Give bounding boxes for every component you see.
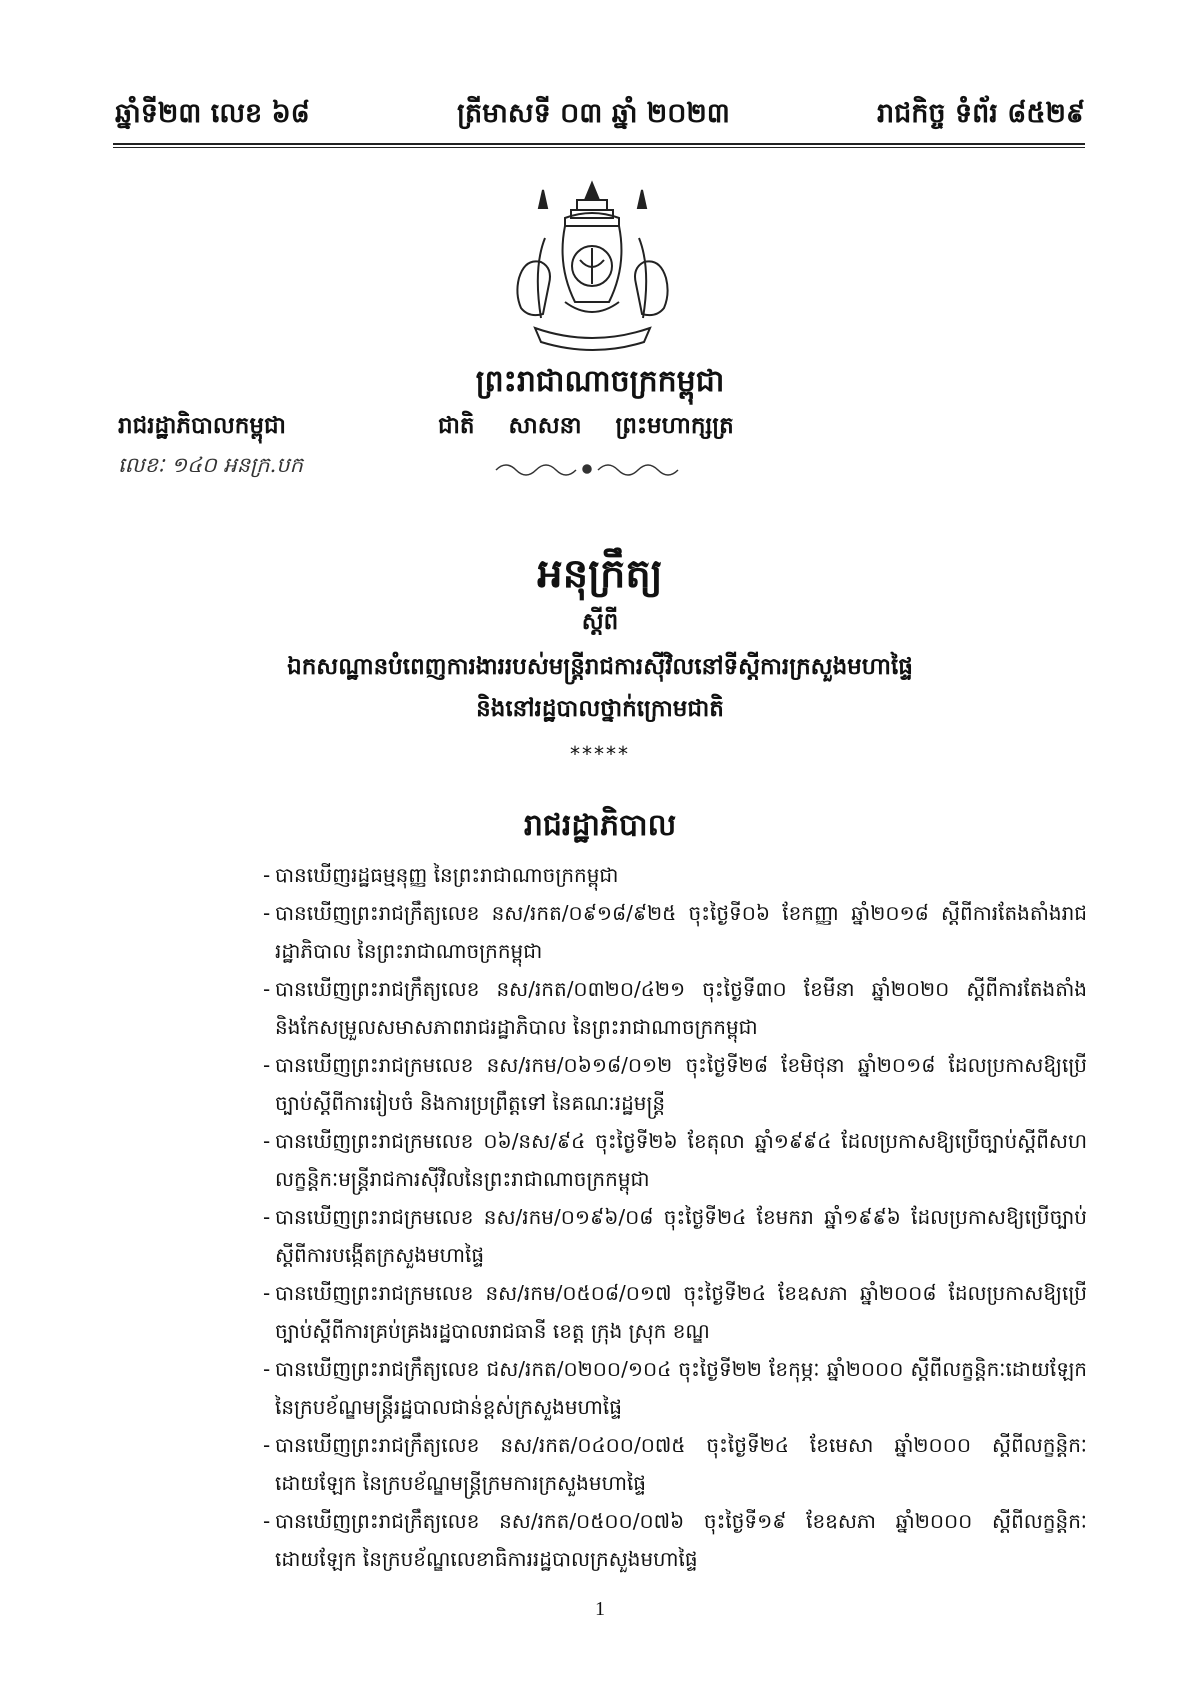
legal-reference-item: - បានឃើញព្រះរាជក្រឹត្យលេខ នស/រកត/០៤០០/០៧៥ ចុះថ្ងៃទី២៤ ខែមេសា ឆ្នាំ២០០០ ស្តីពីលក្ខន្តិកៈដោយឡែក នៃក្របខ័ណ្ឌមន្ត្រីក្រមការក្រសួងមហាផ្ទៃ [263,1433,1087,1495]
legal-reference-item: - បានឃើញព្រះរាជក្រមលេខ ០៦/នស/៩៤ ចុះថ្ងៃទី២៦ ខែតុលា ឆ្នាំ១៩៩៤ ដែលប្រកាសឱ្យប្រើច្បាប់ស្តីពីសហលក្ខន្តិកៈមន្ត្រីរាជការស៊ីវិលនៃព្រះរាជាណាចក្រកម្ពុជា [263,1129,1087,1191]
document-type-title: អនុក្រឹត្យ [537,551,663,597]
national-motto [438,412,734,445]
gazette-quarter: ត្រីមាសទី ០៣ ឆ្នាំ ២០២៣ [456,97,730,129]
kingdom-title: ព្រះរាជាណាចក្រកម្ពុជា [475,364,725,399]
gazette-header [115,96,1085,136]
government-heading: រាជរដ្ឋាភិបាល [523,808,677,843]
legal-reference-item: - បានឃើញព្រះរាជក្រមលេខ នស/រកម/០៥០៨/០១៧ ចុះថ្ងៃទី២៤ ខែឧសភា ឆ្នាំ២០០៨ ដែលប្រកាសឱ្យប្រើច្បាប់ស្តីពីការគ្រប់គ្រងរដ្ឋបាលរាជធានី ខេត្ត ក្រុង ស្រុក ខណ្ឌ [263,1281,1087,1343]
subject-line: ឯកសណ្ឋានបំពេញការងាររបស់មន្ត្រីរាជការស៊ីវិលនៅទីស្តីការក្រសួងមហាផ្ទៃ [287,654,913,680]
legal-reference-item: - បានឃើញព្រះរាជក្រឹត្យលេខ នស/រកត/០៣២០/៤២១ ចុះថ្ងៃទី៣០ ខែមីនា ឆ្នាំ២០២០ ស្តីពីការតែងតាំង និងកែសម្រួលសមាសភាពរាជរដ្ឋាភិបាល នៃព្រះរាជាណាចក្រកម្ពុជា [263,977,1087,1039]
header-divider [113,143,1085,148]
section-separator: ***** [570,742,630,766]
legal-references-list [263,856,1087,1578]
decorative-ornament-icon [494,458,680,480]
motto-religion: សាសនា [508,413,582,439]
legal-reference-item: - បានឃើញរដ្ឋធម្មនុញ្ញ នៃព្រះរាជាណាចក្រកម្ពុជា [263,863,619,887]
legal-reference-item: - បានឃើញព្រះរាជក្រមលេខ នស/រកម/០១៩៦/០៨ ចុះថ្ងៃទី២៤ ខែមករា ឆ្នាំ១៩៩៦ ដែលប្រកាសឱ្យប្រើច្បាប់ស្តីពីការបង្កើតក្រសួងមហាផ្ទៃ [263,1205,1087,1267]
gazette-page-label: រាជកិច្ច ទំព័រ ៨៥២៩ [877,97,1085,129]
legal-reference-item: - បានឃើញព្រះរាជក្រឹត្យលេខ នស/រកត/០៥០០/០៧៦ ចុះថ្ងៃទី១៩ ខែឧសភា ឆ្នាំ២០០០ ស្តីពីលក្ខន្តិកៈដោយឡែក នៃក្របខ័ណ្ឌលេខាធិការរដ្ឋបាលក្រសួងមហាផ្ទៃ [263,1509,1087,1571]
page-number: 1 [595,1598,605,1620]
motto-king: ព្រះមហាក្សត្រ [615,413,734,439]
subject-line: និងនៅរដ្ឋបាលថ្នាក់ក្រោមជាតិ [476,696,724,722]
document-subject [180,646,1020,730]
concerning-label: ស្តីពី [581,609,619,635]
issuing-government: រាជរដ្ឋាភិបាលកម្ពុជា [118,413,286,439]
legal-reference-item: - បានឃើញព្រះរាជក្រឹត្យលេខ ជស/រកត/០២០០/១០៤ ចុះថ្ងៃទី២២ ខែកុម្ភៈ ឆ្នាំ២០០០ ស្តីពីលក្ខន្តិកៈដោយឡែក នៃក្របខ័ណ្ឌមន្ត្រីរដ្ឋបាលជាន់ខ្ពស់ក្រសួងមហាផ្ទៃ [263,1357,1087,1419]
legal-reference-item: - បានឃើញព្រះរាជក្រឹត្យលេខ នស/រកត/០៩១៨/៩២៥ ចុះថ្ងៃទី០៦ ខែកញ្ញា ឆ្នាំ២០១៨ ស្តីពីការតែងតាំងរាជរដ្ឋាភិបាល នៃព្រះរាជាណាចក្រកម្ពុជា [263,901,1087,963]
gazette-year-issue: ឆ្នាំទី២៣ លេខ ៦៨ [115,97,310,129]
royal-coat-of-arms-icon [505,178,680,363]
legal-reference-item: - បានឃើញព្រះរាជក្រមលេខ នស/រកម/០៦១៨/០១២ ចុះថ្ងៃទី២៨ ខែមិថុនា ឆ្នាំ២០១៨ ដែលប្រកាសឱ្យប្រើច្បាប់ស្តីពីការរៀបចំ និងការប្រព្រឹត្តទៅ នៃគណៈរដ្ឋមន្ត្រី [263,1053,1087,1115]
motto-nation: ជាតិ [438,413,475,439]
reference-number: លេខៈ ១៤០ អនក្រ.បក [118,453,303,477]
